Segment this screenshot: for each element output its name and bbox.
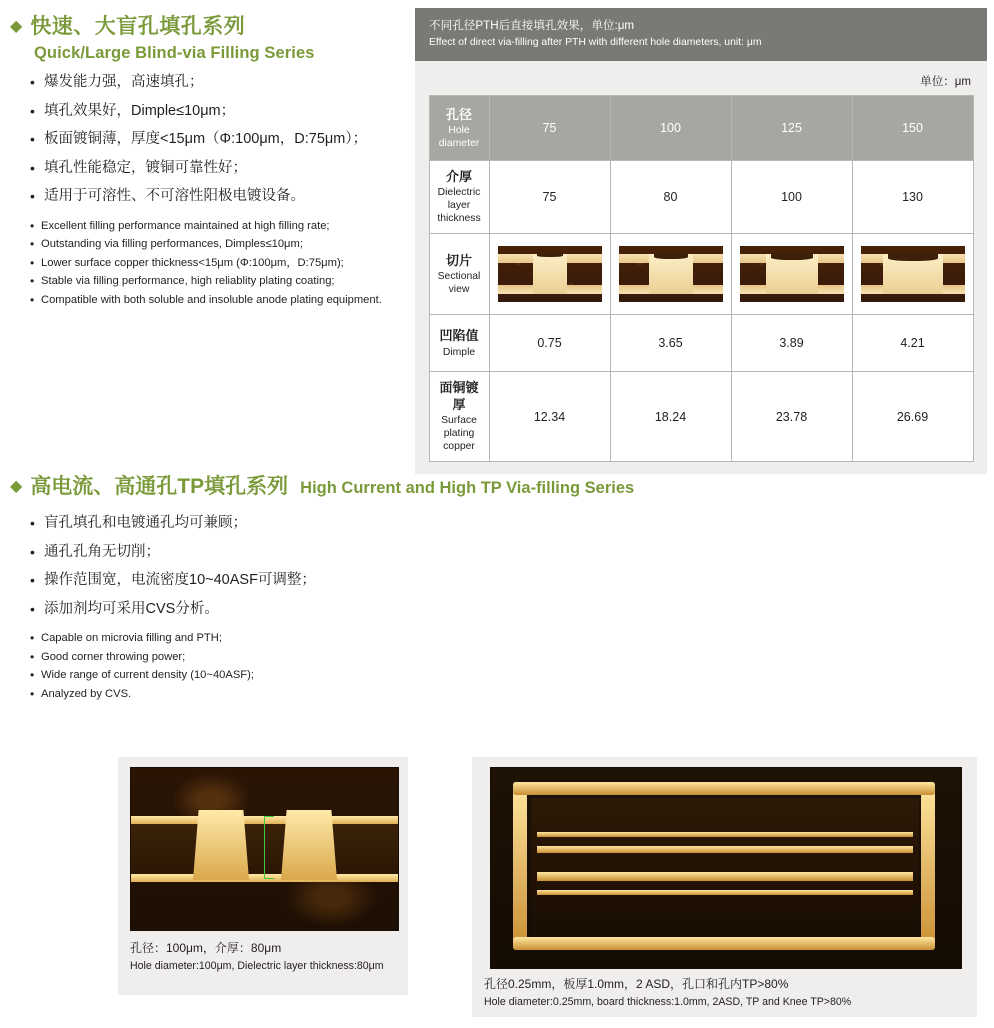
microvia-cross-section-photo — [130, 767, 399, 931]
list-item: • Stable via filling performance, high reliablity plating coating; — [30, 274, 410, 289]
table-cell: 125 — [731, 96, 852, 161]
list-item: • 盲孔填孔和电镀通孔均可兼顾； — [30, 514, 670, 534]
table-cell: 150 — [852, 96, 973, 161]
table-row-header — [429, 372, 489, 462]
row-label-cn: 孔径 — [445, 106, 472, 122]
table-cell: 26.69 — [852, 372, 973, 462]
page-subtitle: Quick/Large Blind-via Filling Series — [34, 44, 315, 62]
cross-section-micrograph — [498, 246, 602, 302]
table-cell-image — [731, 234, 852, 315]
cross-section-micrograph — [740, 246, 844, 302]
caption-cn: 孔径：100μm，介厚：80μm — [130, 941, 282, 955]
table-row-header — [429, 234, 489, 315]
table-cell: 12.34 — [489, 372, 610, 462]
table-cell: 100 — [731, 161, 852, 234]
caption-en: Hole diameter:0.25mm, board thickness:1.0mm, 2ASD, TP and Knee TP>80% — [484, 996, 852, 1008]
section1-bullets-cn — [30, 73, 410, 207]
cross-section-micrograph — [619, 246, 723, 302]
table-cell: 75 — [489, 96, 610, 161]
diamond-bullet-icon: ◆ — [10, 478, 23, 495]
high-current-series-section — [10, 470, 670, 705]
row-label-en: Sectional view — [437, 271, 481, 296]
via-filling-table-panel — [415, 8, 987, 474]
table-cell-image — [610, 234, 731, 315]
section2-title-en: High Current and High TP Via-filling Series — [300, 479, 635, 497]
list-item: • 填孔效果好，Dimple≤10μm； — [30, 102, 410, 122]
section1-heading — [10, 10, 410, 40]
table-cell: 0.75 — [489, 315, 610, 372]
list-item: • Analyzed by CVS. — [30, 687, 670, 702]
row-label-en: Dimple — [442, 346, 476, 358]
table-cell: 130 — [852, 161, 973, 234]
list-item: • Compatible with both soluble and insoluble anode plating equipment. — [30, 293, 410, 308]
table-caption-en: Effect of direct via-filling after PTH with different hole diameters, unit: μm — [429, 36, 762, 48]
photo-caption-left — [130, 939, 398, 972]
table-row — [429, 372, 973, 462]
list-item: • 填孔性能稳定，镀铜可靠性好； — [30, 159, 410, 179]
photo-block-left — [118, 757, 408, 995]
table-cell: 23.78 — [731, 372, 852, 462]
list-item: • 适用于可溶性、不可溶性阳极电镀设备。 — [30, 187, 410, 207]
through-hole-cross-section-photo — [490, 767, 962, 969]
caption-en: Hole diameter:100μm, Dielectric layer thickness:80μm — [130, 960, 384, 972]
table-row-header — [429, 96, 489, 161]
section2-title-cn: 高电流、高通孔TP填孔系列 — [30, 475, 289, 498]
table-caption-bar — [415, 8, 987, 61]
via-filling-table — [429, 95, 974, 462]
table-cell: 100 — [610, 96, 731, 161]
list-item: • 板面镀铜薄，厚度<15μm（Φ:100μm，D:75μm）； — [30, 130, 410, 150]
row-label-en: Hole diameter — [438, 124, 480, 149]
row-label-cn: 介厚 — [445, 169, 472, 185]
table-cell: 80 — [610, 161, 731, 234]
list-item: • Capable on microvia filling and PTH; — [30, 631, 670, 646]
row-label-en: Surface plating copper — [441, 414, 477, 452]
blind-via-series-section — [10, 10, 410, 311]
section2-heading — [10, 470, 670, 500]
table-row-header — [429, 161, 489, 234]
cross-section-micrograph — [861, 246, 965, 302]
table-row — [429, 234, 973, 315]
table-row-header — [429, 315, 489, 372]
list-item: • 爆发能力强，高速填孔； — [30, 73, 410, 93]
list-item: • Wide range of current density (10~40ASF); — [30, 668, 670, 683]
table-cell: 3.89 — [731, 315, 852, 372]
list-item: • Lower surface copper thickness<15μm (Φ:100μm，D:75μm); — [30, 256, 410, 271]
table-row — [429, 96, 973, 161]
section2-bullets-en — [30, 631, 670, 702]
table-cell: 3.65 — [610, 315, 731, 372]
section1-bullets-en — [30, 219, 410, 308]
table-caption-cn: 不同孔径PTH后直接填孔效果，单位:μm — [429, 19, 635, 32]
diamond-bullet-icon: ◆ — [10, 18, 23, 35]
list-item: • Good corner throwing power; — [30, 650, 670, 665]
table-row — [429, 315, 973, 372]
list-item: • 添加剂均可采用CVS分析。 — [30, 600, 670, 620]
row-label-cn: 面铜镀厚 — [439, 380, 479, 412]
table-cell: 18.24 — [610, 372, 731, 462]
page-title: 快速、大盲孔填孔系列 — [30, 15, 246, 38]
table-unit-note: 单位：μm — [920, 76, 971, 89]
table-row — [429, 161, 973, 234]
list-item: • 通孔孔角无切削； — [30, 543, 670, 563]
table-cell: 75 — [489, 161, 610, 234]
row-label-en: Dielectric layer thickness — [437, 187, 481, 225]
row-label-cn: 凹陷值 — [439, 328, 479, 344]
photo-block-right — [472, 757, 977, 1017]
table-cell-image — [489, 234, 610, 315]
list-item: • Excellent filling performance maintained at high filling rate; — [30, 219, 410, 234]
table-cell: 4.21 — [852, 315, 973, 372]
photo-caption-right — [484, 975, 967, 1008]
section2-bullets-cn — [30, 514, 670, 619]
caption-cn: 孔径0.25mm，板厚1.0mm，2 ASD，孔口和孔内TP>80% — [484, 977, 789, 991]
list-item: • 操作范围宽，电流密度10~40ASF可调整； — [30, 571, 670, 591]
list-item: • Outstanding via filling performances, Dimples≤10μm; — [30, 237, 410, 252]
row-label-cn: 切片 — [445, 252, 472, 268]
table-cell-image — [852, 234, 973, 315]
